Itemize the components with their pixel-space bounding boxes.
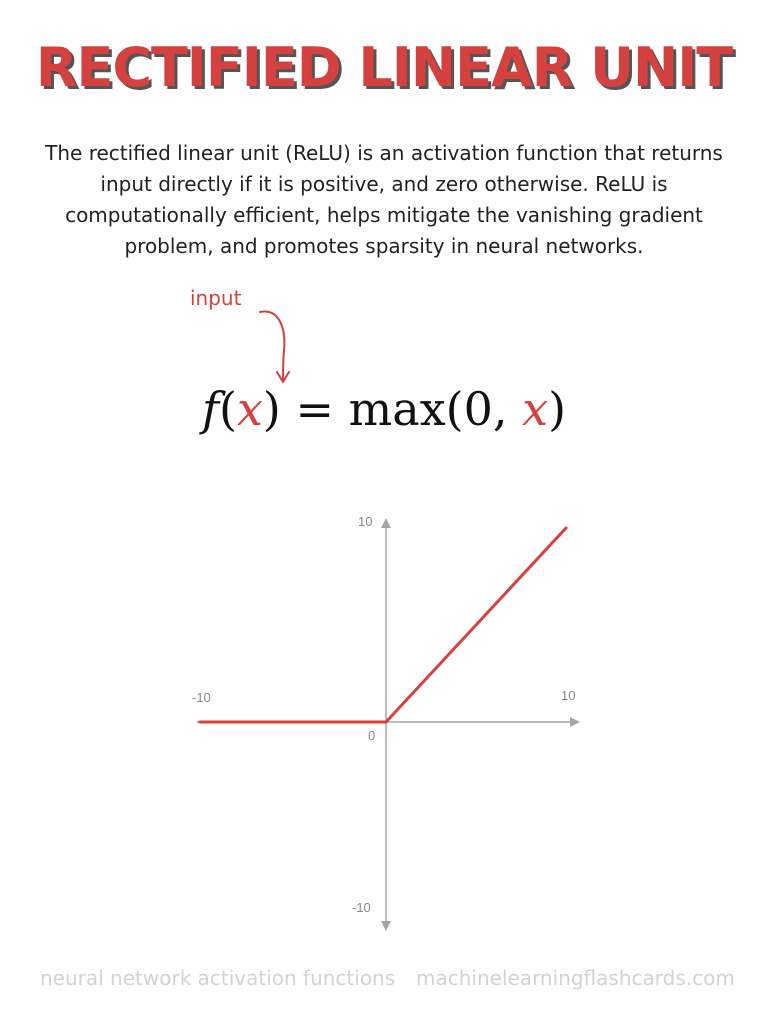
y-tick-bottom: -10: [352, 900, 371, 915]
page-title: RECTIFIED LINEAR UNIT: [35, 36, 733, 99]
formula-close-paren: ): [262, 382, 281, 436]
formula-open-paren: (: [219, 382, 237, 436]
x-tick-right: 10: [561, 688, 576, 703]
relu-series-line: [200, 528, 566, 722]
y-axis-arrow-down: [381, 921, 391, 931]
x-tick-left: -10: [192, 690, 211, 705]
y-axis-arrow-up: [381, 518, 391, 528]
input-annotation-label: input: [190, 286, 242, 310]
formula-input-variable: x: [236, 382, 263, 436]
description-text: The rectified linear unit (ReLU) is an activation function that returns input directly if it is positive, and zero otherwise. ReLU is computationally efficient, helps mitigate the vanishing gradient problem, and promotes sparsity in neural networks.: [45, 141, 723, 258]
formula-equals: =: [280, 382, 349, 436]
y-tick-top: 10: [358, 514, 373, 529]
footer-topic: neural network activation functions: [40, 966, 396, 990]
formula-second-variable: x: [522, 382, 549, 436]
formula-max: max: [348, 382, 446, 436]
x-axis-arrow: [570, 717, 580, 727]
formula-args-close: ): [548, 382, 567, 436]
series-layer: [200, 528, 566, 722]
origin-label: 0: [368, 728, 376, 743]
footer-website: machinelearningflashcards.com: [416, 966, 735, 990]
chart-axes: [197, 518, 580, 931]
formula-args-open: (0,: [445, 382, 523, 436]
formula-function-name: f: [201, 382, 219, 436]
